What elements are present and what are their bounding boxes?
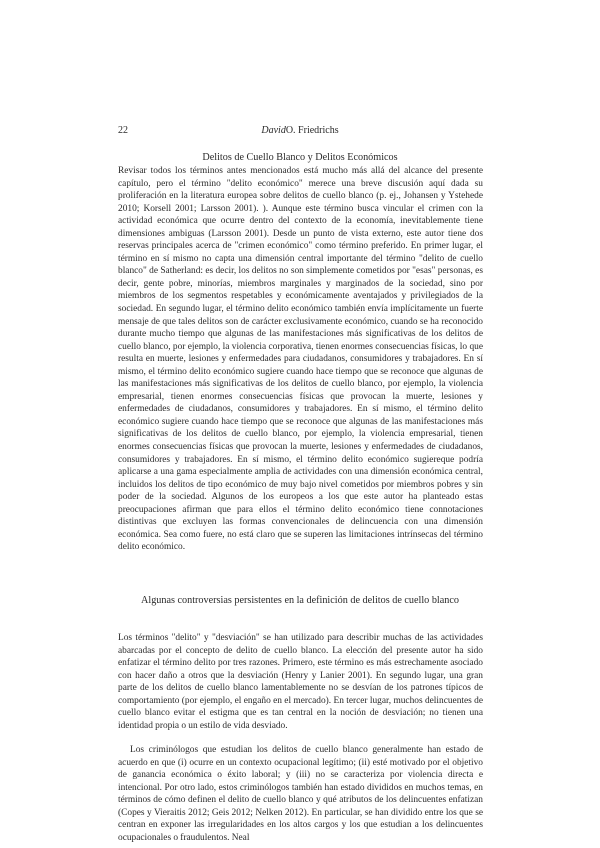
section-title-economic-crimes: Delitos de Cuello Blanco y Delitos Económicos [202, 152, 398, 163]
author-name [118, 125, 482, 137]
author-first-name: David [261, 125, 286, 136]
page-number: 22 [118, 125, 128, 136]
section-title-controversies: Algunas controversias persistentes en la definición de delitos de cuello blanco [141, 595, 459, 606]
author-last-name: O. Friedrichs [285, 125, 339, 136]
body-paragraph: Revisar todos los términos antes mencionados está mucho más allá del alcance del presente capítulo, pero el término "delito económico" merece una breve discusión aquí dada su proliferación en la literatura europea sobre delitos de cuello blanco (p. ej., Johansen y Ystehede 2010; Korsell 2001; Larsson 2001). ). Aunque este término busca vincular el crimen con la actividad económica que ocurre dentro del contexto de la economía, inevitablemente tiene dimensiones ambiguas (Larsson 2001). Desde un punto de vista externo, este autor tiene dos reservas principales acerca de "crimen económico" como término preferido. En primer lugar, el término en sí mismo no capta una dimensión central importante del término "delito de cuello blanco" de Satherland: es decir, los delitos no son simplemente cometidos por "esas" personas, es decir, gente pobre, minorías, miembros marginales y marginados de la sociedad, sino por miembros de los segmentos respetables y económicamente aventajados y privilegiados de la sociedad. En segundo lugar, el término delito económico también envía implícitamente un fuerte mensaje de que tales delitos son de carácter exclusivamente económico, cuando se ha reconocido durante mucho tiempo que algunas de las manifestaciones más significativas de los delitos de cuello blanco, por ejemplo, la violencia corporativa, tienen enormes consecuencias físicas, lo que resulta en muerte, lesiones y enfermedades para ciudadanos, consumidores y trabajadores. En sí mismo, el término delito económico sugiere cuando hace tiempo que se reconoce que algunas de las manifestaciones más significativas de los delitos de cuello blanco, por ejemplo, la violencia empresarial, tienen enormes consecuencias físicas que provocan la muerte, lesiones y enfermedades de ciudadanos, consumidores y trabajadores. En sí mismo, el término delito económico sugiere cuando hace tiempo que se reconoce que algunas de las manifestaciones más significativas de los delitos de cuello blanco, por ejemplo, la violencia empresarial, tienen enormes consecuencias físicas que provocan la muerte, lesiones y enfermedades de ciudadanos, consumidores y trabajadores. En sí mismo, el término delito económico sugiereque podría aplicarse a una gama especialmente amplia de actividades con una dimensión económica central, incluidos los delitos de tipo económico de muy bajo nivel cometidos por miembros pobres y sin poder de la sociedad. Algunos de los europeos a los que este autor ha planteado estas preocupaciones afirman que para ellos el término delito económico tiene connotaciones distintivas que excluyen las formas convencionales de delincuencia con una dimensión económica. Sea como fuere, no está claro que se superen las limitaciones intrínsecas del término delito económico. [118, 166, 483, 553]
body-paragraph: Los términos "delito" y "desviación" se han utilizado para describir muchas de las actividades abarcadas por el concepto de delito de cuello blanco. La elección del presente autor ha sido enfatizar el término delito por tres razones. Primero, este término es más estrechamente asociado con hacer daño a otros que la desviación (Henry y Lanier 2001). En segundo lugar, una gran parte de los delitos de cuello blanco lamentablemente no se desvían de los patrones típicos de comportamiento (por ejemplo, el engaño en el mercado). En tercer lugar, muchos delincuentes de cuello blanco evitar el estigma que es tan central en la noción de desviación; no tienen una identidad propia o un estilo de vida desviado. [118, 633, 483, 731]
body-paragraph: Los criminólogos que estudian los delitos de cuello blanco generalmente han estado de acuerdo en que (i) ocurre en un contexto ocupacional legítimo; (ii) esté motivado por el objetivo de ganancia económica o éxito laboral; y (iii) no se caracteriza por violencia directa e intencional. Por otro lado, estos criminólogos también han estado divididos en muchos temas, en términos de cómo definen el delito de cuello blanco y qué atributos de los delincuentes enfatizan (Copes y Vieraitis 2012; Geis 2012; Nelken 2012). En particular, se han dividido entre los que se centran en exponer las irregularidades en los altos cargos y los que estudian a los delincuentes ocupacionales o fraudulentos. Neal [118, 745, 483, 843]
